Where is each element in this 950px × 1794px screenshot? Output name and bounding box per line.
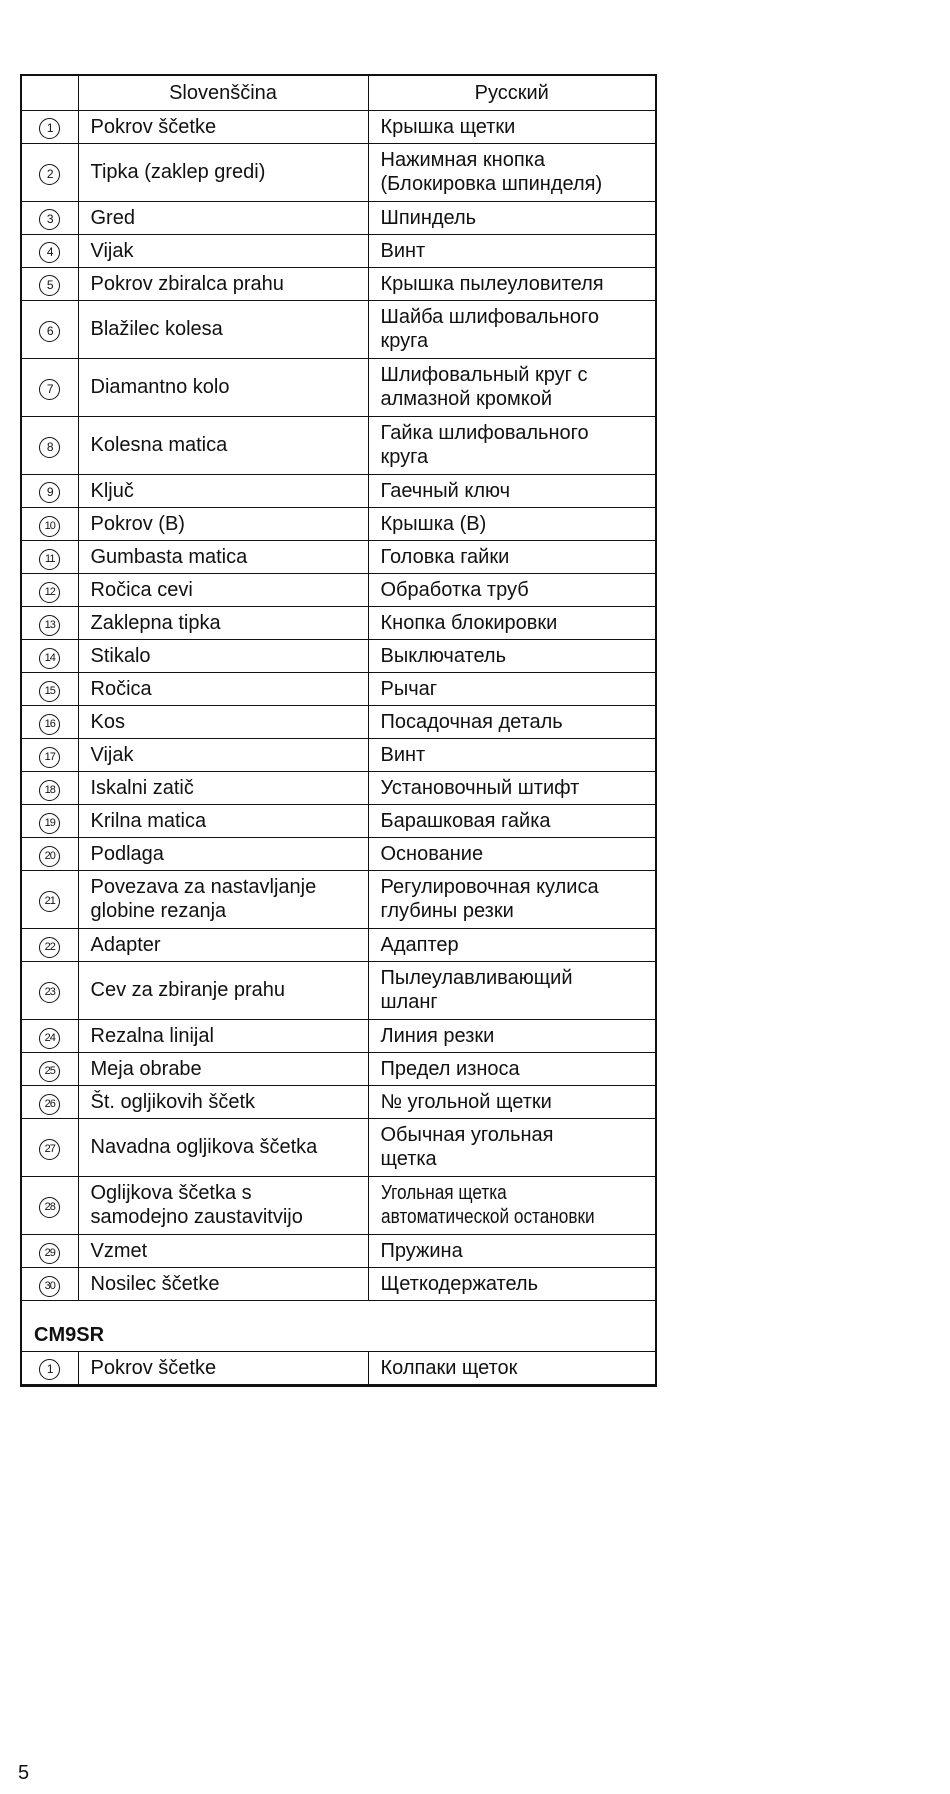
part-row xyxy=(22,1052,655,1085)
part-number-badge: 10 xyxy=(39,516,60,537)
part-name-slovenian: Diamantno kolo xyxy=(78,358,368,416)
part-number-cell xyxy=(22,870,78,928)
part-name-russian: Основание xyxy=(368,837,655,870)
part-number-cell xyxy=(22,416,78,474)
part-row xyxy=(22,267,655,300)
part-number-cell xyxy=(22,110,78,143)
part-number-cell xyxy=(22,672,78,705)
part-name-russian: Крышка щетки xyxy=(368,110,655,143)
part-number-badge: 20 xyxy=(39,846,60,867)
part-number-cell xyxy=(22,804,78,837)
part-name-russian: Колпаки щеток xyxy=(368,1351,655,1384)
part-name-slovenian: Adapter xyxy=(78,928,368,961)
part-number-badge: 15 xyxy=(39,681,60,702)
part-name-russian: Гайка шлифовального круга xyxy=(368,416,655,474)
part-name-slovenian: Blažilec kolesa xyxy=(78,300,368,358)
part-name-slovenian: Pokrov ščetke xyxy=(78,110,368,143)
part-name-russian-text: Угольная щетка автоматической остановки xyxy=(380,1182,595,1228)
part-number-cell xyxy=(22,771,78,804)
part-number-badge: 25 xyxy=(39,1061,60,1082)
part-name-russian: Винт xyxy=(368,234,655,267)
part-name-russian: Установочный штифт xyxy=(368,771,655,804)
part-number-badge: 27 xyxy=(39,1139,60,1160)
part-number-cell xyxy=(22,201,78,234)
part-row xyxy=(22,738,655,771)
part-number-badge: 18 xyxy=(39,780,60,801)
part-number-badge: 9 xyxy=(39,482,60,503)
part-name-russian: Шайба шлифовального круга xyxy=(368,300,655,358)
part-name-russian: Адаптер xyxy=(368,928,655,961)
part-row xyxy=(22,771,655,804)
part-number-badge: 21 xyxy=(39,891,60,912)
part-name-slovenian: Ročica xyxy=(78,672,368,705)
part-name-slovenian: Iskalni zatič xyxy=(78,771,368,804)
part-name-russian: Обычная угольная щетка xyxy=(368,1118,655,1176)
part-name-slovenian: Gred xyxy=(78,201,368,234)
part-number-cell xyxy=(22,267,78,300)
part-name-slovenian: Podlaga xyxy=(78,837,368,870)
part-name-russian: Головка гайки xyxy=(368,540,655,573)
part-name-russian: Рычаг xyxy=(368,672,655,705)
part-name-slovenian: Nosilec ščetke xyxy=(78,1267,368,1300)
part-number-cell xyxy=(22,1085,78,1118)
part-number-cell xyxy=(22,234,78,267)
part-row xyxy=(22,201,655,234)
part-name-russian: Шпиндель xyxy=(368,201,655,234)
part-name-slovenian: Rezalna linijal xyxy=(78,1019,368,1052)
part-number-cell xyxy=(22,837,78,870)
part-number-cell xyxy=(22,1118,78,1176)
part-name-slovenian: Tipka (zaklep gredi) xyxy=(78,143,368,201)
part-number-cell xyxy=(22,573,78,606)
part-row xyxy=(22,606,655,639)
part-name-russian: Линия резки xyxy=(368,1019,655,1052)
part-name-slovenian: Ključ xyxy=(78,474,368,507)
part-number-badge: 14 xyxy=(39,648,60,669)
part-name-russian: Посадочная деталь xyxy=(368,705,655,738)
part-number-cell xyxy=(22,507,78,540)
part-row xyxy=(22,705,655,738)
part-row xyxy=(22,1234,655,1267)
part-name-russian: Щеткодержатель xyxy=(368,1267,655,1300)
part-name-russian: Предел износа xyxy=(368,1052,655,1085)
part-number-badge: 28 xyxy=(39,1197,60,1218)
part-number-cell xyxy=(22,961,78,1019)
part-row xyxy=(22,837,655,870)
part-number-badge: 16 xyxy=(39,714,60,735)
part-row xyxy=(22,573,655,606)
part-name-slovenian: Kolesna matica xyxy=(78,416,368,474)
part-number-cell xyxy=(22,606,78,639)
part-number-badge: 12 xyxy=(39,582,60,603)
part-name-slovenian: Vzmet xyxy=(78,1234,368,1267)
part-name-russian: Пылеулавливающий шланг xyxy=(368,961,655,1019)
part-number-badge: 1 xyxy=(39,1359,60,1380)
section-row xyxy=(22,1351,655,1384)
part-row xyxy=(22,1267,655,1300)
part-name-russian: Пружина xyxy=(368,1234,655,1267)
part-name-slovenian: Ročica cevi xyxy=(78,573,368,606)
part-number-cell xyxy=(22,540,78,573)
part-row xyxy=(22,928,655,961)
part-row xyxy=(22,1176,655,1234)
part-row xyxy=(22,143,655,201)
part-row xyxy=(22,507,655,540)
part-number-cell xyxy=(22,1351,78,1384)
part-name-slovenian: Krilna matica xyxy=(78,804,368,837)
part-number-badge: 3 xyxy=(39,209,60,230)
parts-table-body xyxy=(22,76,655,1384)
part-row xyxy=(22,474,655,507)
part-name-russian: Гаечный ключ xyxy=(368,474,655,507)
part-number-cell xyxy=(22,1176,78,1234)
part-number-badge: 26 xyxy=(39,1094,60,1115)
part-name-russian: Барашковая гайка xyxy=(368,804,655,837)
part-number-badge: 23 xyxy=(39,982,60,1003)
part-name-russian: Обработка труб xyxy=(368,573,655,606)
page-number: 5 xyxy=(18,1762,30,1784)
part-name-slovenian: Pokrov (B) xyxy=(78,507,368,540)
header-num-cell xyxy=(22,76,78,110)
part-name-russian: Винт xyxy=(368,738,655,771)
part-number-badge: 8 xyxy=(39,437,60,458)
header-row xyxy=(22,76,655,110)
part-name-slovenian: Meja obrabe xyxy=(78,1052,368,1085)
part-name-russian: Регулировочная кулиса глубины резки xyxy=(368,870,655,928)
parts-table-frame xyxy=(20,74,657,1387)
part-name-russian xyxy=(368,1176,655,1234)
part-number-badge: 17 xyxy=(39,747,60,768)
part-name-slovenian: Pokrov zbiralca prahu xyxy=(78,267,368,300)
part-row xyxy=(22,1019,655,1052)
part-row xyxy=(22,234,655,267)
part-name-russian: Крышка (B) xyxy=(368,507,655,540)
part-number-badge: 11 xyxy=(39,549,60,570)
section-heading-row xyxy=(22,1300,655,1351)
part-number-cell xyxy=(22,474,78,507)
part-name-slovenian: Oglijkova ščetka s samodejno zaustavitvijo xyxy=(78,1176,368,1234)
part-number-badge: 4 xyxy=(39,242,60,263)
part-number-badge: 13 xyxy=(39,615,60,636)
part-number-cell xyxy=(22,1267,78,1300)
part-row xyxy=(22,1085,655,1118)
part-name-slovenian: Vijak xyxy=(78,234,368,267)
part-row xyxy=(22,961,655,1019)
part-row xyxy=(22,804,655,837)
part-number-cell xyxy=(22,1019,78,1052)
part-number-cell xyxy=(22,143,78,201)
part-name-slovenian: Kos xyxy=(78,705,368,738)
part-number-cell xyxy=(22,300,78,358)
part-row xyxy=(22,416,655,474)
part-name-slovenian: Gumbasta matica xyxy=(78,540,368,573)
header-russian: Русский xyxy=(368,76,655,110)
part-row xyxy=(22,540,655,573)
part-number-cell xyxy=(22,928,78,961)
part-name-slovenian: Stikalo xyxy=(78,639,368,672)
part-name-slovenian: Pokrov ščetke xyxy=(78,1351,368,1384)
parts-table xyxy=(22,76,655,1385)
part-number-cell xyxy=(22,705,78,738)
part-name-russian: Выключатель xyxy=(368,639,655,672)
part-number-badge: 1 xyxy=(39,118,60,139)
part-number-cell xyxy=(22,639,78,672)
part-row xyxy=(22,870,655,928)
part-number-badge: 6 xyxy=(39,321,60,342)
part-name-slovenian: Zaklepna tipka xyxy=(78,606,368,639)
part-row xyxy=(22,110,655,143)
part-name-russian: № угольной щетки xyxy=(368,1085,655,1118)
part-name-russian: Крышка пылеуловителя xyxy=(368,267,655,300)
part-number-badge: 29 xyxy=(39,1243,60,1264)
part-name-slovenian: Povezava za nastavljanje globine rezanja xyxy=(78,870,368,928)
part-number-badge: 30 xyxy=(39,1276,60,1297)
part-number-cell xyxy=(22,1234,78,1267)
part-number-cell xyxy=(22,358,78,416)
header-slovenian: Slovenščina xyxy=(78,76,368,110)
part-name-russian: Нажимная кнопка (Блокировка шпинделя) xyxy=(368,143,655,201)
part-number-cell xyxy=(22,1052,78,1085)
part-name-slovenian: Cev za zbiranje prahu xyxy=(78,961,368,1019)
part-number-badge: 24 xyxy=(39,1028,60,1049)
part-row xyxy=(22,639,655,672)
part-name-slovenian: Vijak xyxy=(78,738,368,771)
part-row xyxy=(22,300,655,358)
part-row xyxy=(22,672,655,705)
part-number-badge: 19 xyxy=(39,813,60,834)
part-name-russian: Кнопка блокировки xyxy=(368,606,655,639)
part-row xyxy=(22,1118,655,1176)
part-row xyxy=(22,358,655,416)
part-name-slovenian: Navadna ogljikova ščetka xyxy=(78,1118,368,1176)
part-number-badge: 7 xyxy=(39,379,60,400)
part-number-badge: 22 xyxy=(39,937,60,958)
part-name-slovenian: Št. ogljikovih ščetk xyxy=(78,1085,368,1118)
part-number-cell xyxy=(22,738,78,771)
part-name-russian: Шлифовальный круг с алмазной кромкой xyxy=(368,358,655,416)
section-title: CM9SR xyxy=(22,1300,655,1351)
part-number-badge: 2 xyxy=(39,164,60,185)
part-number-badge: 5 xyxy=(39,275,60,296)
